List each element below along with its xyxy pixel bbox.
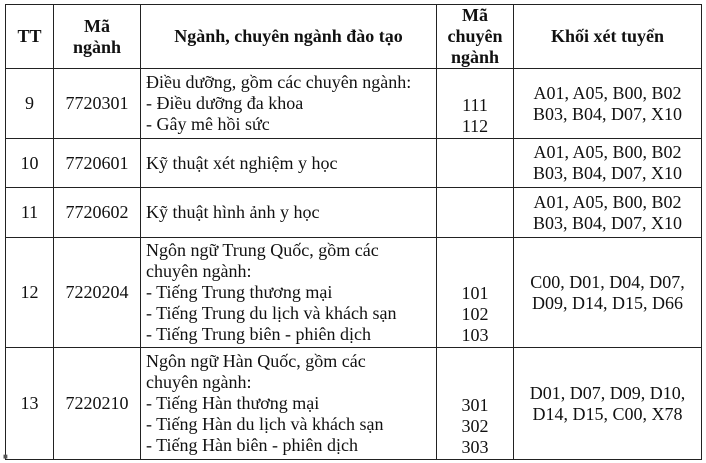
major-code: 7720301 bbox=[54, 69, 141, 139]
header-blocks: Khối xét tuyển bbox=[514, 5, 702, 69]
specialization-code: 302 bbox=[461, 416, 489, 436]
header-subcode bbox=[437, 5, 514, 69]
row-number: 10 bbox=[6, 139, 54, 188]
specialization-codes bbox=[437, 238, 514, 348]
specialization-code: 102 bbox=[461, 304, 489, 324]
admission-blocks-line: C00, D01, D04, D07, bbox=[530, 271, 685, 292]
major-name-line: - Tiếng Hàn biên - phiên dịch bbox=[146, 435, 358, 455]
specialization-codes bbox=[437, 188, 514, 238]
major-name-line: Ngôn ngữ Hàn Quốc, gồm các bbox=[146, 351, 366, 371]
major-name bbox=[141, 348, 437, 460]
row-number: 12 bbox=[6, 238, 54, 348]
major-name bbox=[141, 139, 437, 188]
major-code: 7720602 bbox=[54, 188, 141, 238]
major-name bbox=[141, 69, 437, 139]
header-subcode-line: Mã bbox=[462, 5, 488, 25]
specialization-code: 112 bbox=[461, 116, 489, 136]
specialization-codes bbox=[437, 139, 514, 188]
admission-blocks-line: A01, A05, B00, B02 bbox=[533, 142, 682, 162]
major-name-line: Ngôn ngữ Trung Quốc, gồm các bbox=[146, 240, 379, 260]
admission-blocks bbox=[514, 238, 702, 348]
admission-blocks bbox=[514, 139, 702, 188]
table-row bbox=[6, 238, 702, 348]
header-subcode-line: chuyên bbox=[447, 26, 503, 46]
specialization-codes bbox=[437, 348, 514, 460]
specialization-code: 303 bbox=[461, 437, 489, 457]
header-code-line: Mã bbox=[84, 15, 110, 36]
major-name bbox=[141, 238, 437, 348]
row-number: 13 bbox=[6, 348, 54, 460]
major-name-line: - Tiếng Trung thương mại bbox=[146, 282, 333, 302]
admission-blocks-line: D01, D07, D09, D10, bbox=[529, 382, 686, 403]
major-name-line: Kỹ thuật hình ảnh y học bbox=[146, 202, 320, 222]
major-code: 7220210 bbox=[54, 348, 141, 460]
admission-blocks bbox=[514, 188, 702, 238]
page-mark: ■ bbox=[3, 452, 8, 461]
major-name-line: chuyên ngành: bbox=[146, 261, 252, 281]
admission-blocks-line: A01, A05, B00, B02 bbox=[533, 82, 682, 103]
major-name-line: Điều dưỡng, gồm các chuyên ngành: bbox=[146, 72, 412, 92]
table-row bbox=[6, 188, 702, 238]
major-name-line: - Tiếng Hàn thương mại bbox=[146, 393, 320, 413]
admission-blocks-line: D09, D14, D15, D66 bbox=[532, 292, 683, 313]
admission-table bbox=[5, 4, 702, 460]
table-row bbox=[6, 139, 702, 188]
major-name bbox=[141, 188, 437, 238]
major-name-line: - Tiếng Hàn du lịch và khách sạn bbox=[146, 414, 384, 434]
major-name-line: - Gây mê hồi sức bbox=[146, 114, 270, 134]
major-name-line: chuyên ngành: bbox=[146, 372, 252, 392]
specialization-codes bbox=[437, 69, 514, 139]
header-subcode-line: ngành bbox=[450, 47, 500, 67]
admission-blocks-line: D14, D15, C00, X78 bbox=[532, 403, 683, 424]
specialization-code: 101 bbox=[461, 283, 489, 303]
specialization-code: 103 bbox=[461, 325, 489, 345]
major-code: 7720601 bbox=[54, 139, 141, 188]
admission-blocks-line: B03, B04, D07, X10 bbox=[532, 163, 682, 183]
admission-blocks-line: B03, B04, D07, X10 bbox=[532, 103, 682, 124]
table-row bbox=[6, 348, 702, 460]
admission-blocks bbox=[514, 348, 702, 460]
admission-blocks bbox=[514, 69, 702, 139]
specialization-code: 301 bbox=[461, 395, 489, 415]
major-name-line: Kỹ thuật xét nghiệm y học bbox=[146, 152, 338, 173]
major-name-line: - Điều dưỡng đa khoa bbox=[146, 93, 304, 113]
header-code bbox=[54, 5, 141, 69]
specialization-code: 111 bbox=[462, 95, 488, 115]
major-code: 7220204 bbox=[54, 238, 141, 348]
header-tt: TT bbox=[6, 5, 54, 69]
header-code-line: ngành bbox=[72, 36, 122, 57]
header-row bbox=[6, 5, 702, 69]
row-number: 11 bbox=[6, 188, 54, 238]
major-name-line: - Tiếng Trung biên - phiên dịch bbox=[146, 324, 372, 344]
header-name: Ngành, chuyên ngành đào tạo bbox=[141, 5, 437, 69]
major-name-line: - Tiếng Trung du lịch và khách sạn bbox=[146, 303, 397, 323]
row-number: 9 bbox=[6, 69, 54, 139]
table-row bbox=[6, 69, 702, 139]
admission-blocks-line: B03, B04, D07, X10 bbox=[532, 212, 682, 233]
admission-blocks-line: A01, A05, B00, B02 bbox=[533, 191, 682, 212]
